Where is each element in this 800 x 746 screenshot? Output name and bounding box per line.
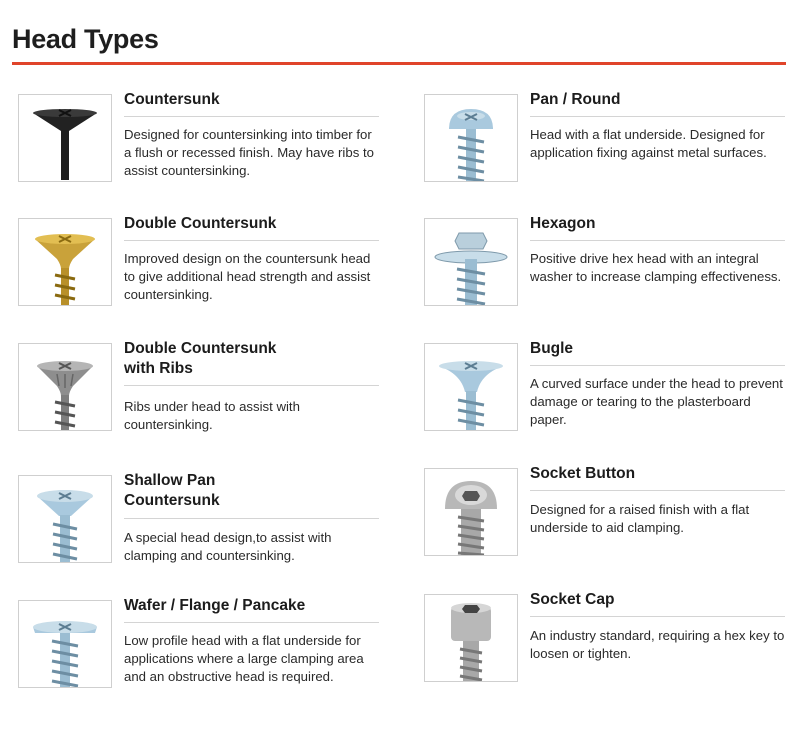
title-divider <box>12 62 786 65</box>
item-title: Hexagon <box>530 215 596 232</box>
item-divider <box>124 240 379 241</box>
item-divider <box>124 385 379 386</box>
head-type-bugle <box>424 340 789 453</box>
item-divider <box>530 116 785 117</box>
head-type-hexagon <box>424 215 789 328</box>
shallow-pan-screw-icon <box>18 475 112 563</box>
countersunk-screw-icon <box>18 94 112 182</box>
item-divider <box>530 616 785 617</box>
head-type-pan-round <box>424 91 789 204</box>
item-title: Countersunk <box>124 91 220 108</box>
item-description: Ribs under head to assist with countersinking. <box>124 399 300 432</box>
socket-button-screw-icon <box>424 468 518 556</box>
item-divider <box>124 518 379 519</box>
item-title: Wafer / Flange / Pancake <box>124 597 306 614</box>
head-type-socket-button <box>424 465 789 578</box>
item-divider <box>124 116 379 117</box>
item-description: An industry standard, requiring a hex key to loosen or tighten. <box>530 628 785 661</box>
head-type-socket-cap <box>424 591 789 704</box>
item-description: Improved design on the countersunk head to give additional head strength and assist countersinking. <box>124 251 371 302</box>
pan-head-screw-icon <box>424 94 518 182</box>
item-description: Low profile head with a flat underside for applications where a large clamping area and an obstructive head is required. <box>124 633 364 684</box>
item-title: Shallow Pan Countersunk <box>124 472 220 509</box>
item-divider <box>530 365 785 366</box>
item-divider <box>124 622 379 623</box>
socket-cap-screw-icon <box>424 594 518 682</box>
hex-head-screw-icon <box>424 218 518 306</box>
item-divider <box>530 490 785 491</box>
item-title: Pan / Round <box>530 91 621 108</box>
item-description: Designed for countersinking into timber for a flush or recessed finish. May have ribs to assist countersinking. <box>124 127 374 178</box>
bugle-head-screw-icon <box>424 343 518 431</box>
item-description: Designed for a raised finish with a flat underside to aid clamping. <box>530 502 750 535</box>
item-title: Socket Cap <box>530 591 615 608</box>
head-type-double-countersunk-ribs <box>18 340 383 453</box>
item-divider <box>530 240 785 241</box>
head-type-shallow-pan-countersunk <box>18 472 383 585</box>
ribbed-countersunk-screw-icon <box>18 343 112 431</box>
wafer-head-screw-icon <box>18 600 112 688</box>
double-countersunk-screw-icon <box>18 218 112 306</box>
item-description: A special head design,to assist with clamping and countersinking. <box>124 530 332 563</box>
item-title: Double Countersunk <box>124 215 277 232</box>
item-title: Double Countersunk with Ribs <box>124 340 277 377</box>
head-type-countersunk <box>18 91 383 204</box>
head-type-double-countersunk <box>18 215 383 328</box>
item-description: Positive drive hex head with an integral washer to increase clamping effectiveness. <box>530 251 782 284</box>
item-title: Socket Button <box>530 465 636 482</box>
item-title: Bugle <box>530 340 574 357</box>
page-title: Head Types <box>12 24 159 54</box>
head-type-wafer <box>18 597 383 710</box>
item-description: A curved surface under the head to prevent damage or tearing to the plasterboard paper. <box>530 376 783 427</box>
item-description: Head with a flat underside. Designed for application fixing against metal surfaces. <box>530 127 767 160</box>
